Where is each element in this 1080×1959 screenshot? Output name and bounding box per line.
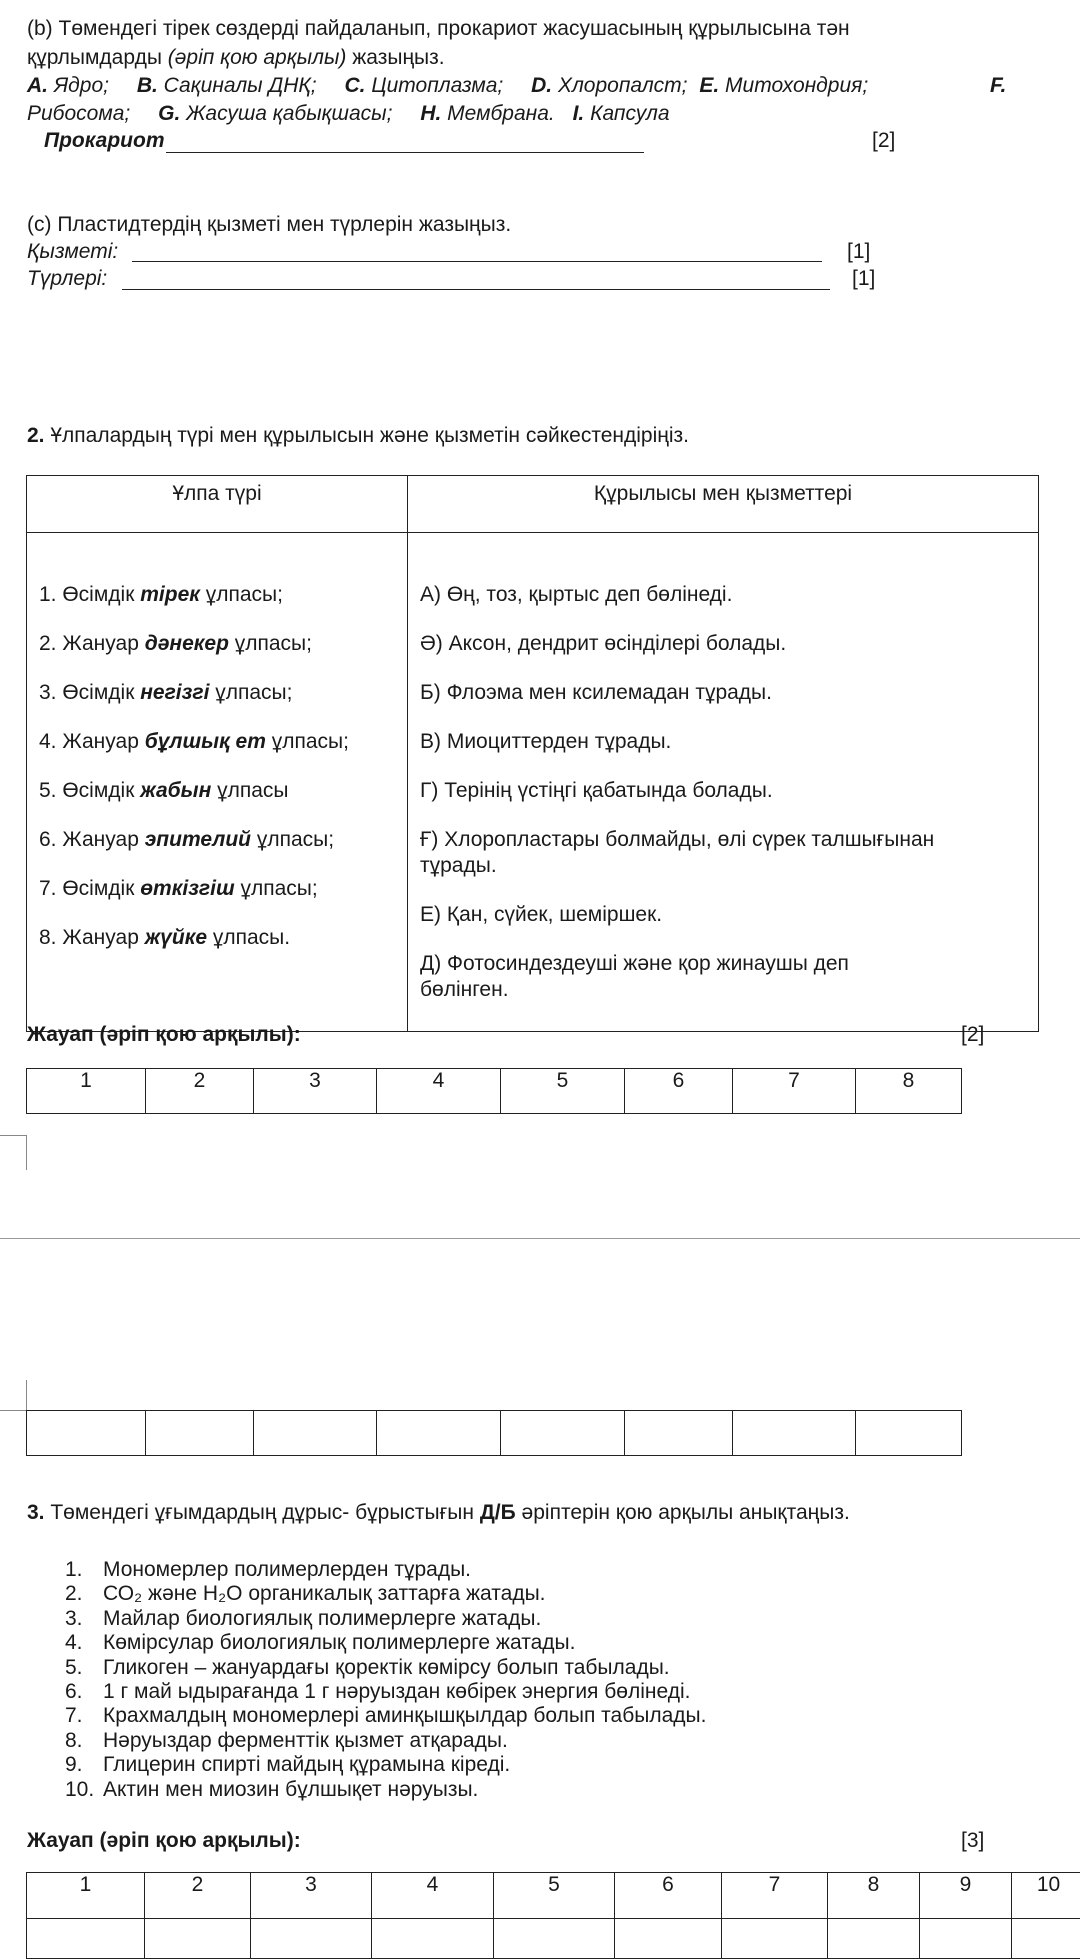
types-answer-line[interactable] [122,289,830,290]
tissue-item-1: 1. Өсімдік тірек ұлпасы; [39,583,283,607]
q3-answer-cell-9[interactable] [920,1919,1012,1959]
section-b-prompt-italic: (әріп қою арқылы) [168,46,347,69]
q2-answer-cell-2[interactable] [146,1411,254,1456]
q3-statement-4: 4. Көмірсулар биологиялық полимерлерге жатады. [65,1631,706,1655]
q2-answer-col-1: 1 [27,1069,146,1114]
prokaryote-answer-label: Прокариот [44,129,165,153]
col-header-tissue-type: Ұлпа түрі [27,476,408,533]
types-label: Түрлері: [27,267,107,291]
tissue-item-3: 3. Өсімдік негізгі ұлпасы; [39,681,292,705]
q3-answer-col-6: 6 [615,1873,722,1919]
section-b-options-line1 [27,74,1037,98]
structure-item-b: Б) Флоэма мен ксилемадан тұрады. [420,681,772,705]
structure-item-ae: Ә) Аксон, дендрит өсінділері болады. [420,632,786,656]
q3-statement-5: 5. Гликоген – жануардағы қоректік көмірсу болып табылады. [65,1656,706,1680]
q2-answer-header-row [27,1069,962,1114]
q3-prompt [27,1501,850,1525]
q3-answer-col-10: 10 [1012,1873,1080,1919]
q3-statement-2: 2. СО₂ және Н₂О органикалық заттарға жатады. [65,1582,706,1606]
structure-item-gh-line1: Ғ) Хлоропластары болмайды, өлі сүрек талшығынан [420,828,934,852]
q3-answer-table [26,1872,1080,1959]
q2-answer-table [26,1068,962,1114]
q2-answer-label: Жауап (әріп қою арқылы): [27,1023,301,1047]
q3-answer-cell-1[interactable] [27,1919,145,1959]
section-c-prompt: (с) Пластидтердің қызметі мен түрлерін жазыңыз. [27,213,511,237]
q2-answer-input-row [26,1410,962,1456]
q2-answer-cell-1[interactable] [27,1411,146,1456]
option-h: H. Мембрана. [420,102,554,125]
function-answer-line[interactable] [132,261,822,262]
q2-prompt-text: Ұлпалардың түрі мен құрылысын және қызметін сәйкестендіріңіз. [50,424,689,447]
q2-answer-col-3: 3 [254,1069,377,1114]
q3-marks: [3] [961,1829,984,1853]
q3-answer-header-row [27,1873,1080,1919]
q3-answer-cell-10[interactable] [1012,1919,1080,1959]
q3-answer-col-4: 4 [372,1873,494,1919]
matching-table [26,475,1039,1032]
tissue-type-cell [27,533,408,1032]
q3-answer-col-7: 7 [722,1873,828,1919]
q2-answer-cell-3[interactable] [254,1411,377,1456]
q3-statement-3: 3. Майлар биологиялық полимерлерге жатады. [65,1607,706,1631]
q3-answer-col-2: 2 [145,1873,251,1919]
q2-answer-cell-7[interactable] [733,1411,856,1456]
option-d: D. Хлоропалст; [531,74,687,97]
option-a: А. Ядро; [27,74,109,97]
q3-answer-cell-2[interactable] [145,1919,251,1959]
q2-prompt [27,424,689,448]
q3-answer-cell-5[interactable] [494,1919,615,1959]
q3-answer-cell-8[interactable] [828,1919,920,1959]
q3-statement-1: 1. Мономерлер полимерлерден тұрады. [65,1558,706,1582]
section-b-options-line2 [27,102,670,126]
structure-function-cell [408,533,1039,1032]
q2-answer-col-5: 5 [501,1069,625,1114]
structure-item-d-line2: бөлінген. [420,978,509,1002]
structure-item-g: Г) Терінің үстіңгі қабатында болады. [420,779,773,803]
prokaryote-answer-line[interactable] [166,152,644,153]
function-label: Қызметі: [27,240,118,264]
tissue-item-5: 5. Өсімдік жабын ұлпасы [39,779,289,803]
structure-item-e: Е) Қан, сүйек, шеміршек. [420,903,662,927]
q2-number: 2. [27,424,45,447]
option-f: F. [990,74,1006,98]
q3-statement-8: 8. Нәруыздар ферменттік қызмет атқарады. [65,1729,706,1753]
q3-answer-label: Жауап (әріп қою арқылы): [27,1829,301,1853]
types-marks: [1] [852,267,875,291]
option-b: В. Сақиналы ДНҚ; [137,74,317,97]
option-i: I. Капсула [573,102,670,125]
structure-item-v: В) Миоциттерден тұрады. [420,730,671,754]
q2-answer-col-4: 4 [377,1069,501,1114]
q2-answer-col-7: 7 [733,1069,856,1114]
q2-answer-cell-8[interactable] [856,1411,962,1456]
tissue-item-6: 6. Жануар эпителий ұлпасы; [39,828,334,852]
q3-statement-10: 10. Актин мен миозин бұлшықет нәруызы. [65,1778,706,1802]
q3-answer-col-5: 5 [494,1873,615,1919]
q3-statement-6: 6. 1 г май ыдырағанда 1 г нәруыздан көбірек энергия бөлінеді. [65,1680,706,1704]
structure-item-gh-line2: тұрады. [420,854,497,878]
q3-prompt-post: әріптерін қою арқылы анықтаңыз. [516,1501,850,1524]
q2-answer-col-6: 6 [625,1069,733,1114]
q3-answer-cell-6[interactable] [615,1919,722,1959]
q2-marks: [2] [961,1023,984,1047]
page-break-line [0,1238,1080,1239]
q3-answer-cell-4[interactable] [372,1919,494,1959]
tissue-item-2: 2. Жануар дәнекер ұлпасы; [39,632,312,656]
section-b-prompt-line1: (b) Төмендегі тірек сөздерді пайдаланып, прокариот жасушасының құрылысына тән [27,17,850,41]
section-b-prompt-plain: құрлымдарды [27,46,168,69]
tissue-item-7: 7. Өсімдік өткізгіш ұлпасы; [39,877,318,901]
q3-answer-cell-3[interactable] [251,1919,372,1959]
option-c: С. Цитоплазма; [344,74,503,97]
q3-statement-7: 7. Крахмалдың мономерлері аминқышқылдар болып табылады. [65,1704,706,1728]
function-marks: [1] [847,240,870,264]
section-b-prompt-line2 [27,46,445,70]
q3-answer-input-row [27,1919,1080,1959]
q3-answer-col-3: 3 [251,1873,372,1919]
option-g: G. Жасуша қабықшасы; [158,102,392,125]
q2-answer-col-8: 8 [856,1069,962,1114]
q3-answer-col-8: 8 [828,1873,920,1919]
q3-number: 3. [27,1501,45,1524]
q3-prompt-pre: Төмендегі ұғымдардың дұрыс- бұрыстығын [50,1501,479,1524]
q3-answer-cell-7[interactable] [722,1919,828,1959]
q3-prompt-bold: Д/Б [480,1501,516,1524]
col-header-structure-function: Құрылысы мен қызметтері [408,476,1039,533]
page-corner-mark-bottom [0,1380,27,1411]
q2-answer-cell-6[interactable] [625,1411,733,1456]
q2-answer-col-2: 2 [146,1069,254,1114]
q3-statement-9: 9. Глицерин спирті майдың құрамына кіреді. [65,1753,706,1777]
section-b-marks: [2] [872,129,895,153]
q3-answer-col-9: 9 [920,1873,1012,1919]
section-b-prompt-tail: жазыңыз. [346,46,444,69]
structure-item-a: А) Өң, тоз, қыртыс деп бөлінеді. [420,583,732,607]
tissue-item-4: 4. Жануар бұлшық ет ұлпасы; [39,730,349,754]
option-e: E. Митохондрия; [699,74,868,97]
option-f-text: Рибосома; [27,102,130,125]
structure-item-d-line1: Д) Фотосиндездеуші және қор жинаушы деп [420,952,849,976]
q3-statement-list [65,1558,706,1802]
q2-answer-cell-4[interactable] [377,1411,501,1456]
q3-answer-col-1: 1 [27,1873,145,1919]
tissue-item-8: 8. Жануар жүйке ұлпасы. [39,926,290,950]
q2-answer-cell-5[interactable] [501,1411,625,1456]
page-corner-mark-top [0,1135,27,1170]
